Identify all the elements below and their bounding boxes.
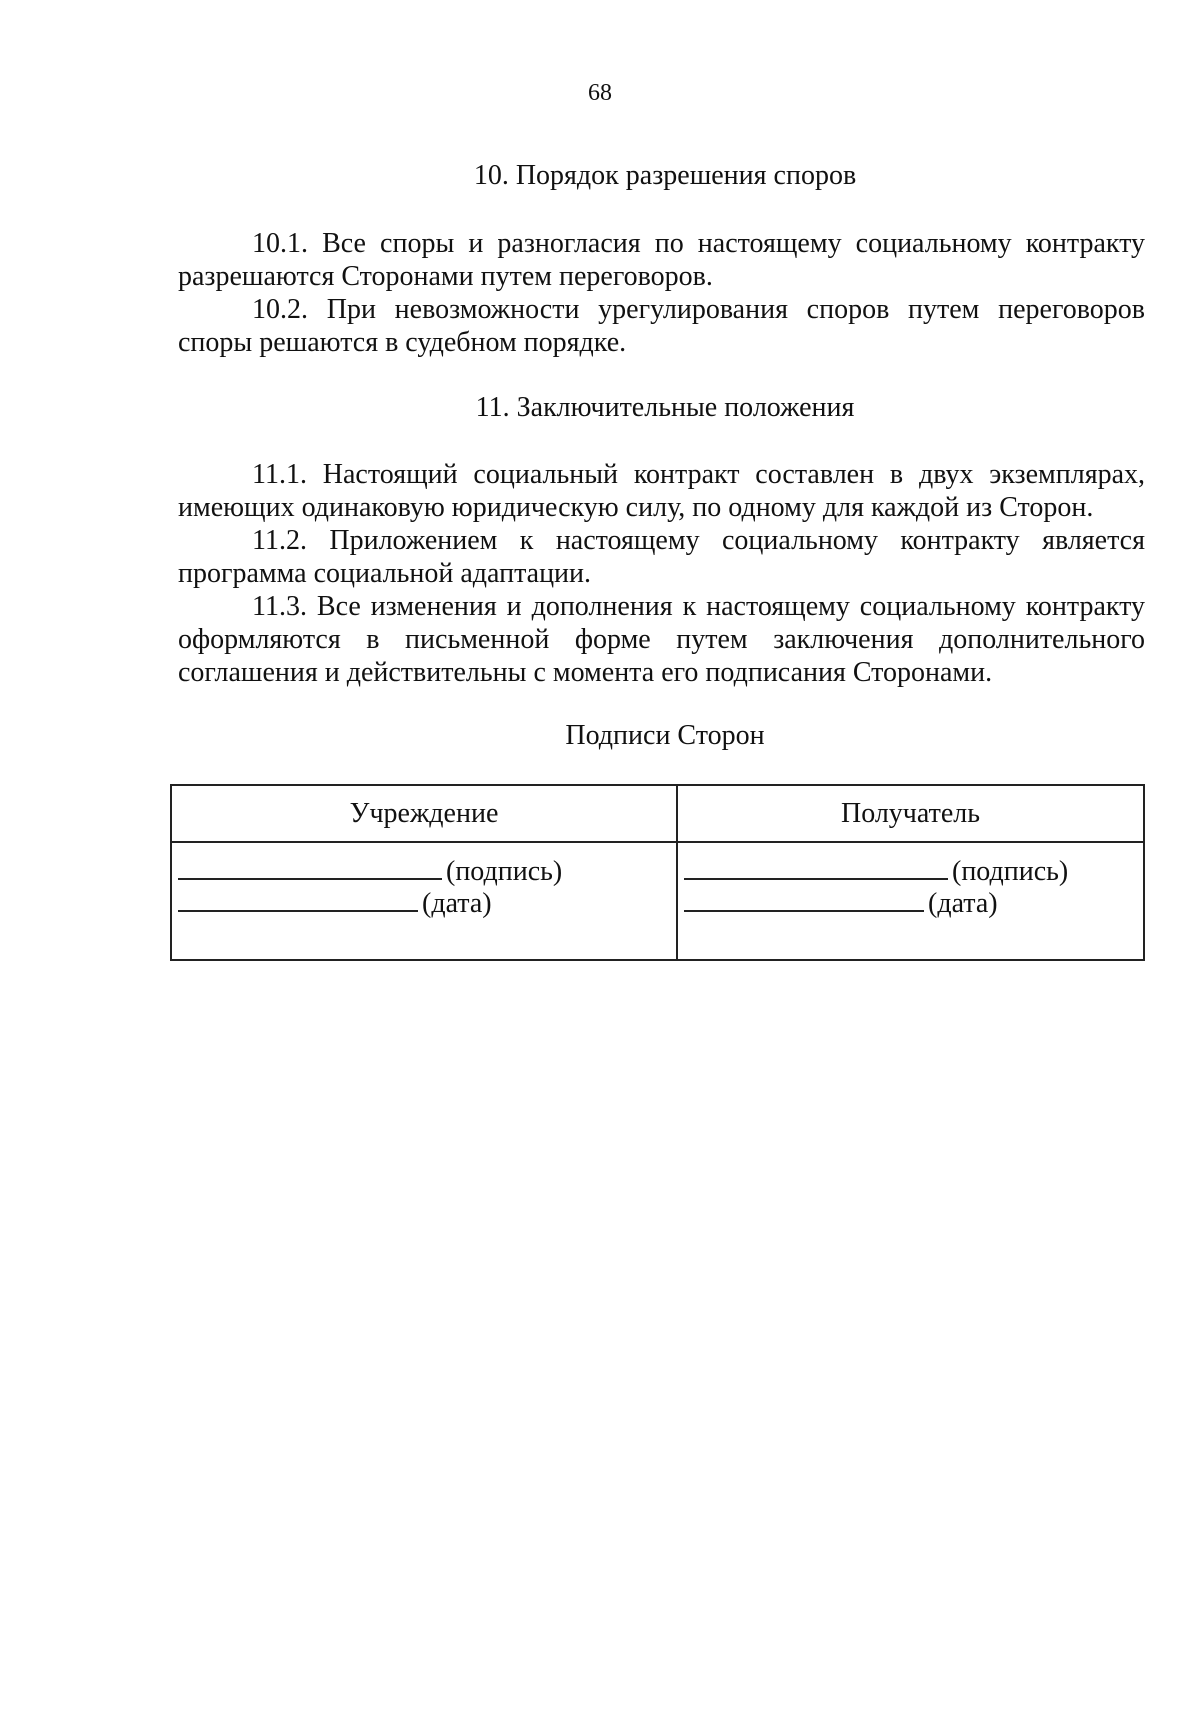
institution-date-blank xyxy=(178,888,418,912)
clause-10-2: 10.2. При невозможности урегулирования споров путем переговоров споры решаются в судебном порядке. xyxy=(178,294,1145,358)
institution-column-header: Учреждение xyxy=(349,798,499,829)
institution-date-line xyxy=(178,888,492,920)
institution-signature-line xyxy=(178,856,562,888)
clause-11-1: 11.1. Настоящий социальный контракт составлен в двух экземплярах, имеющих одинаковую юридическую силу, по одному для каждой из Сторон. xyxy=(178,459,1145,523)
institution-signature-blank xyxy=(178,856,442,880)
recipient-date-label: (дата) xyxy=(928,888,998,919)
institution-signature-label: (подпись) xyxy=(446,856,563,887)
recipient-date-line xyxy=(684,888,998,920)
recipient-signature-blank xyxy=(684,856,948,880)
clause-11-3: 11.3. Все изменения и дополнения к настоящему социальному контракту оформляются в письменной форме путем заключения дополнительного соглашения и действительны с момента его подписания Сторонами. xyxy=(178,591,1145,688)
page-number: 68 xyxy=(588,80,612,106)
table-header-divider xyxy=(172,841,1143,843)
section-11-heading: 11. Заключительные положения xyxy=(475,392,855,423)
section-10-heading: 10. Порядок разрешения споров xyxy=(473,160,857,191)
clause-11-2: 11.2. Приложением к настоящему социальному контракту является программа социальной адаптации. xyxy=(178,525,1145,589)
signatures-heading: Подписи Сторон xyxy=(565,720,765,751)
recipient-signature-label: (подпись) xyxy=(952,856,1069,887)
recipient-signature-line xyxy=(684,856,1068,888)
clause-10-1: 10.1. Все споры и разногласия по настоящему социальному контракту разрешаются Сторонами путем переговоров. xyxy=(178,228,1145,292)
recipient-column-header: Получатель xyxy=(840,798,980,829)
signature-table xyxy=(170,784,1145,961)
recipient-date-blank xyxy=(684,888,924,912)
institution-date-label: (дата) xyxy=(422,888,492,919)
